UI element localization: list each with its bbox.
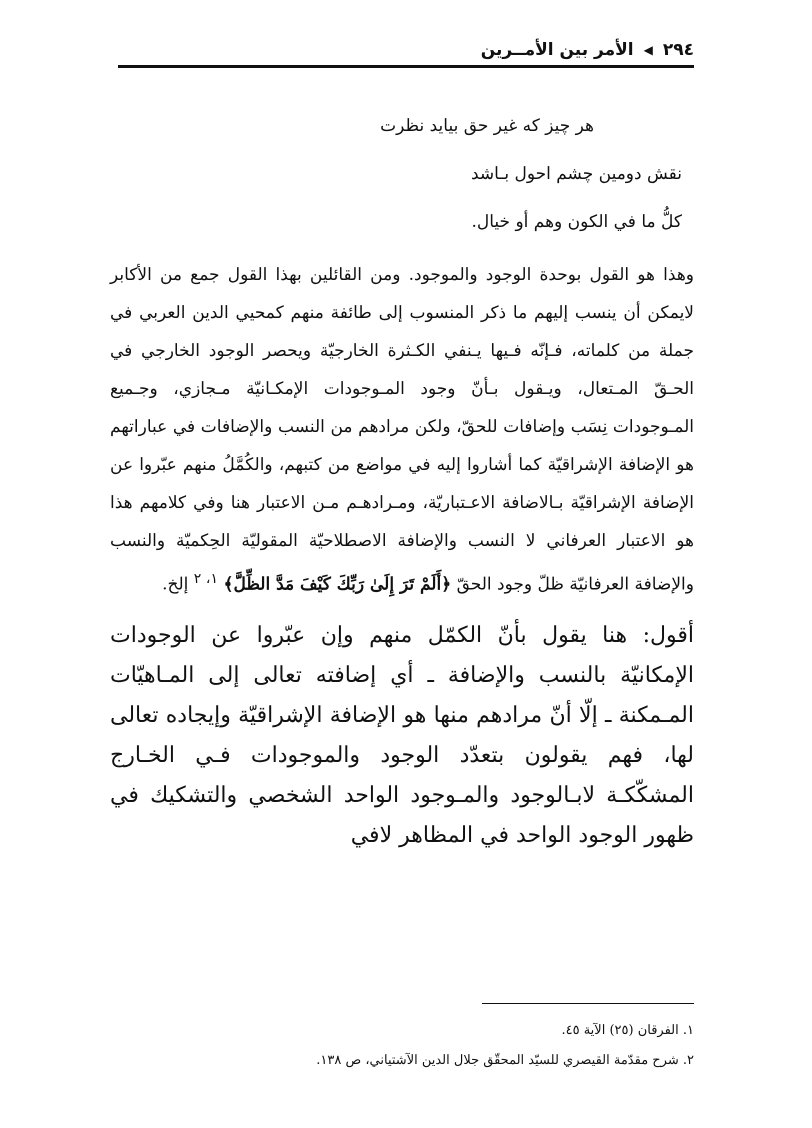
footnotes [118, 1016, 694, 1076]
quoted-paragraph-ending: إلخ. [162, 574, 189, 595]
footnote-references: ١، ٢ [193, 571, 219, 587]
page-header [118, 34, 694, 60]
commentary-paragraph: أقول: هنا يقول بأنّ الكمّل منهم وإن عبّروا عن الوجودات الإمكانيّة بالنسب والإضافة ـ أي إضافته تعالى إلى المـاهيّات المـمكنة ـ إلّا أنّ مرادهم منها هو الإضافة الإشراقيّة وإيجاده تعالى لها، فهم يقولون بتعدّد الوجود والموجودات فـي الخـارج المشكّكـة لابـالوجود والمـوجود الواحد الشخصي والتشكيك في ظهور الوجود الواحد في المظاهر لافي [110, 622, 694, 848]
quoted-paragraph [110, 256, 694, 604]
footnote-divider [482, 1003, 694, 1004]
running-title: الأمر بين الأمــرين [480, 40, 634, 60]
page-body [110, 112, 694, 856]
header-divider [118, 65, 694, 68]
footnote-2: ٢. شرح مقدّمة القيصري للسيّد المحقّق جلال الدين الآشتياني، ص ١٣٨. [316, 1053, 694, 1068]
quran-quote: ﴿أَلَمْ تَرَ إِلَىٰ رَبِّكَ كَيْفَ مَدَّ الظِّلَّ﴾ [223, 574, 452, 595]
triangle-pointer-icon: ◀ [643, 43, 653, 57]
page-number: ٢٩٤ [662, 40, 694, 60]
persian-verse-line-1: هر چيز كه غير حق بيايد نظرت [380, 116, 594, 136]
arabic-verse-line: كلُّ ما في الكون وهم أو خيال. [471, 212, 682, 232]
persian-verse-line-2: نقش دومين چشم احول بـاشد [471, 164, 682, 184]
footnote-1: ١. الفرقان (٢٥) الآية ٤٥. [561, 1023, 694, 1038]
quoted-paragraph-text: وهذا هو القول بوحدة الوجود والموجود. ومن القائلين بهذا القول جمع من الأكابر لايمكن أن ينسب إليهم ما ذكر المنسوب إلى طائفة منهم كمحيي الدين العربي في جملة من كلماته، فـإنّه فـيها يـنفي الكـثرة الخارجيّة ويحصر الوجود الخارجي في الحـقّ المـتعال، ويـقول بـأنّ وجود المـوجودات الإمكـانيّة مـجازي، وجـميع المـوجودات نِسَب وإضافات للحقّ، ولكن مرادهم من النسب والإضافات في عباراتهم هو الإضافة الإشراقيّة كما أشاروا إليه في مواضع من كتبهم، والكُمَّلُ منهم عبّروا عن الإضافة الإشراقيّة بـالاضافة الاعـتباريّة، ومـرادهـم مـن الاعتبار هنا وفي كلامهم هذا هو الاعتبار العرفاني لا النسب والإضافة الاصطلاحيّة المقوليّة الحِكميّة والنسب والإضافة العرفانيّة ظلّ وجود الحقّ [110, 265, 694, 595]
